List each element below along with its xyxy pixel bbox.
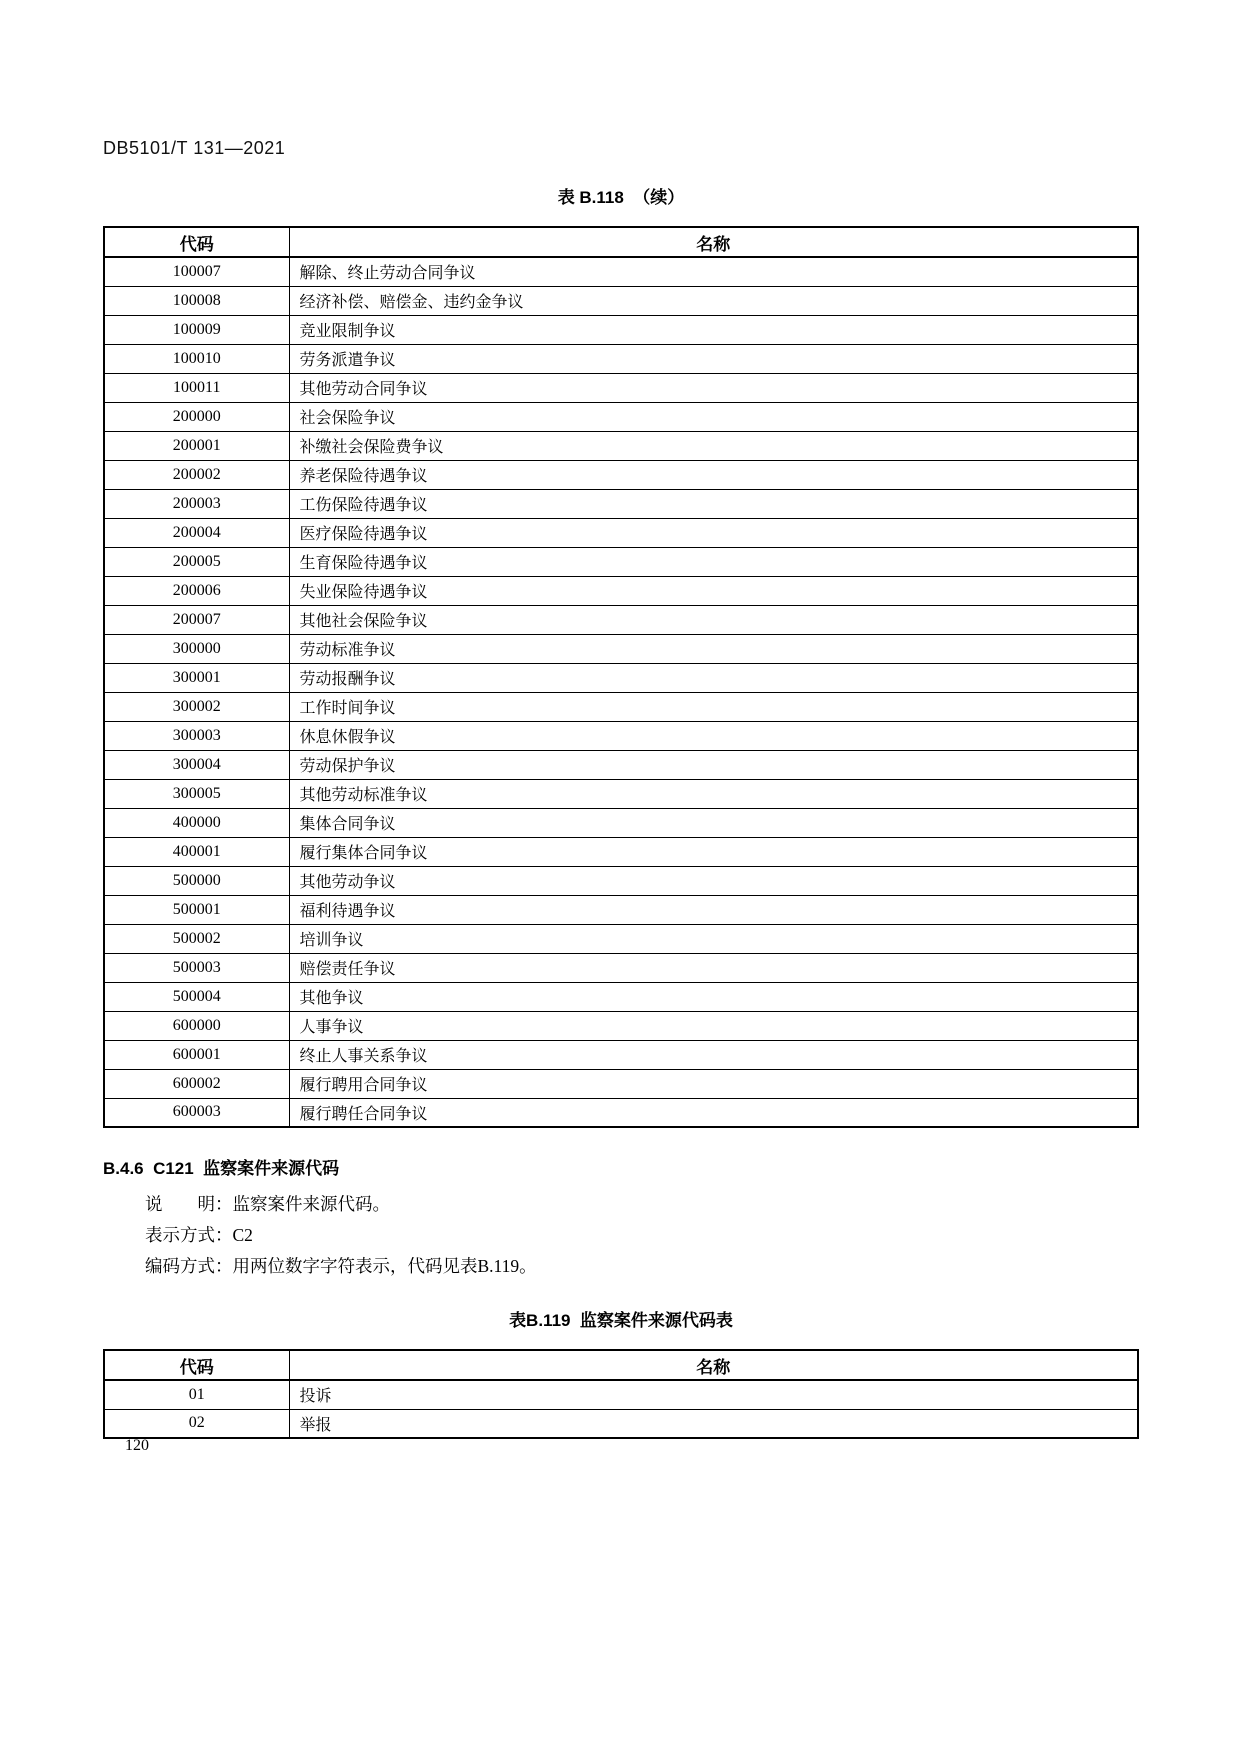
name-cell: 履行聘任合同争议 (289, 1098, 1138, 1127)
name-cell: 养老保险待遇争议 (289, 460, 1138, 489)
table-row (104, 605, 1138, 634)
name-cell: 竞业限制争议 (289, 315, 1138, 344)
code-cell: 300002 (104, 692, 289, 721)
code-cell: 500002 (104, 924, 289, 953)
code-cell: 200006 (104, 576, 289, 605)
table-row (104, 286, 1138, 315)
name-cell: 解除、终止劳动合同争议 (289, 257, 1138, 286)
name-cell: 举报 (289, 1409, 1138, 1438)
description-line: 说 明：监察案件来源代码。 (145, 1194, 390, 1214)
name-cell: 培训争议 (289, 924, 1138, 953)
table-row (104, 808, 1138, 837)
name-column-header: 名称 (289, 1350, 1138, 1380)
code-cell: 300003 (104, 721, 289, 750)
code-cell: 400000 (104, 808, 289, 837)
name-cell: 履行集体合同争议 (289, 837, 1138, 866)
name-cell: 经济补偿、赔偿金、违约金争议 (289, 286, 1138, 315)
name-cell: 其他劳动争议 (289, 866, 1138, 895)
code-cell: 200007 (104, 605, 289, 634)
code-cell: 600002 (104, 1069, 289, 1098)
code-cell: 300000 (104, 634, 289, 663)
code-cell: 500004 (104, 982, 289, 1011)
name-cell: 劳务派遣争议 (289, 344, 1138, 373)
table-row (104, 953, 1138, 982)
code-cell: 200000 (104, 402, 289, 431)
table-row (104, 837, 1138, 866)
name-cell: 工伤保险待遇争议 (289, 489, 1138, 518)
table-row (104, 460, 1138, 489)
table-b119-body (104, 1380, 1138, 1438)
code-cell: 100010 (104, 344, 289, 373)
code-cell: 500003 (104, 953, 289, 982)
code-cell: 100007 (104, 257, 289, 286)
table-row (104, 866, 1138, 895)
name-cell: 工作时间争议 (289, 692, 1138, 721)
table-row (104, 1011, 1138, 1040)
table-b118 (103, 226, 1139, 1128)
table-row (104, 373, 1138, 402)
code-column-header: 代码 (104, 227, 289, 257)
table-row (104, 721, 1138, 750)
section-heading: B.4.6 C121 监察案件来源代码 (103, 1159, 340, 1178)
table-row (104, 576, 1138, 605)
code-cell: 100009 (104, 315, 289, 344)
code-cell: 300001 (104, 663, 289, 692)
name-cell: 劳动标准争议 (289, 634, 1138, 663)
name-cell: 其他劳动合同争议 (289, 373, 1138, 402)
name-cell: 其他社会保险争议 (289, 605, 1138, 634)
representation-line: 表示方式：C2 (145, 1225, 253, 1245)
name-cell: 其他劳动标准争议 (289, 779, 1138, 808)
code-cell: 600000 (104, 1011, 289, 1040)
table-header-row (104, 1350, 1138, 1380)
table-row (104, 431, 1138, 460)
code-cell: 600001 (104, 1040, 289, 1069)
name-cell: 劳动保护争议 (289, 750, 1138, 779)
code-cell: 300005 (104, 779, 289, 808)
code-column-header: 代码 (104, 1350, 289, 1380)
table-row (104, 663, 1138, 692)
table-b118-title: 表 B.118 （续） (557, 188, 685, 207)
code-cell: 200003 (104, 489, 289, 518)
name-cell: 集体合同争议 (289, 808, 1138, 837)
table-row (104, 1069, 1138, 1098)
name-cell: 休息休假争议 (289, 721, 1138, 750)
name-cell: 赔偿责任争议 (289, 953, 1138, 982)
table-row (104, 634, 1138, 663)
code-cell: 02 (104, 1409, 289, 1438)
table-b119 (103, 1349, 1139, 1439)
table-row (104, 344, 1138, 373)
code-cell: 200004 (104, 518, 289, 547)
name-cell: 劳动报酬争议 (289, 663, 1138, 692)
code-cell: 100011 (104, 373, 289, 402)
table-row (104, 750, 1138, 779)
code-cell: 400001 (104, 837, 289, 866)
table-row (104, 315, 1138, 344)
table-row (104, 518, 1138, 547)
table-row (104, 982, 1138, 1011)
name-cell: 投诉 (289, 1380, 1138, 1409)
name-cell: 终止人事关系争议 (289, 1040, 1138, 1069)
code-cell: 600003 (104, 1098, 289, 1127)
name-cell: 生育保险待遇争议 (289, 547, 1138, 576)
table-row (104, 779, 1138, 808)
code-cell: 01 (104, 1380, 289, 1409)
code-cell: 200005 (104, 547, 289, 576)
name-cell: 其他争议 (289, 982, 1138, 1011)
table-row (104, 1409, 1138, 1438)
name-cell: 社会保险争议 (289, 402, 1138, 431)
document-number: DB5101/T 131—2021 (103, 138, 286, 158)
section-body (103, 1189, 1139, 1282)
table-row (104, 547, 1138, 576)
code-cell: 300004 (104, 750, 289, 779)
table-header-row (104, 227, 1138, 257)
table-row (104, 895, 1138, 924)
code-cell: 500000 (104, 866, 289, 895)
table-row (104, 692, 1138, 721)
table-row (104, 489, 1138, 518)
name-cell: 失业保险待遇争议 (289, 576, 1138, 605)
name-cell: 履行聘用合同争议 (289, 1069, 1138, 1098)
table-row (104, 1040, 1138, 1069)
name-cell: 补缴社会保险费争议 (289, 431, 1138, 460)
code-cell: 200002 (104, 460, 289, 489)
table-row (104, 402, 1138, 431)
name-cell: 人事争议 (289, 1011, 1138, 1040)
table-b119-title: 表B.119 监察案件来源代码表 (509, 1311, 733, 1330)
name-cell: 福利待遇争议 (289, 895, 1138, 924)
table-row (104, 1098, 1138, 1127)
table-row (104, 924, 1138, 953)
code-cell: 500001 (104, 895, 289, 924)
name-cell: 医疗保险待遇争议 (289, 518, 1138, 547)
table-b118-body (104, 257, 1138, 1127)
table-row (104, 1380, 1138, 1409)
page-number: 120 (125, 1437, 149, 1454)
name-column-header: 名称 (289, 227, 1138, 257)
code-cell: 100008 (104, 286, 289, 315)
encoding-line: 编码方式：用两位数字字符表示，代码见表B.119。 (145, 1256, 537, 1276)
code-cell: 200001 (104, 431, 289, 460)
table-row (104, 257, 1138, 286)
